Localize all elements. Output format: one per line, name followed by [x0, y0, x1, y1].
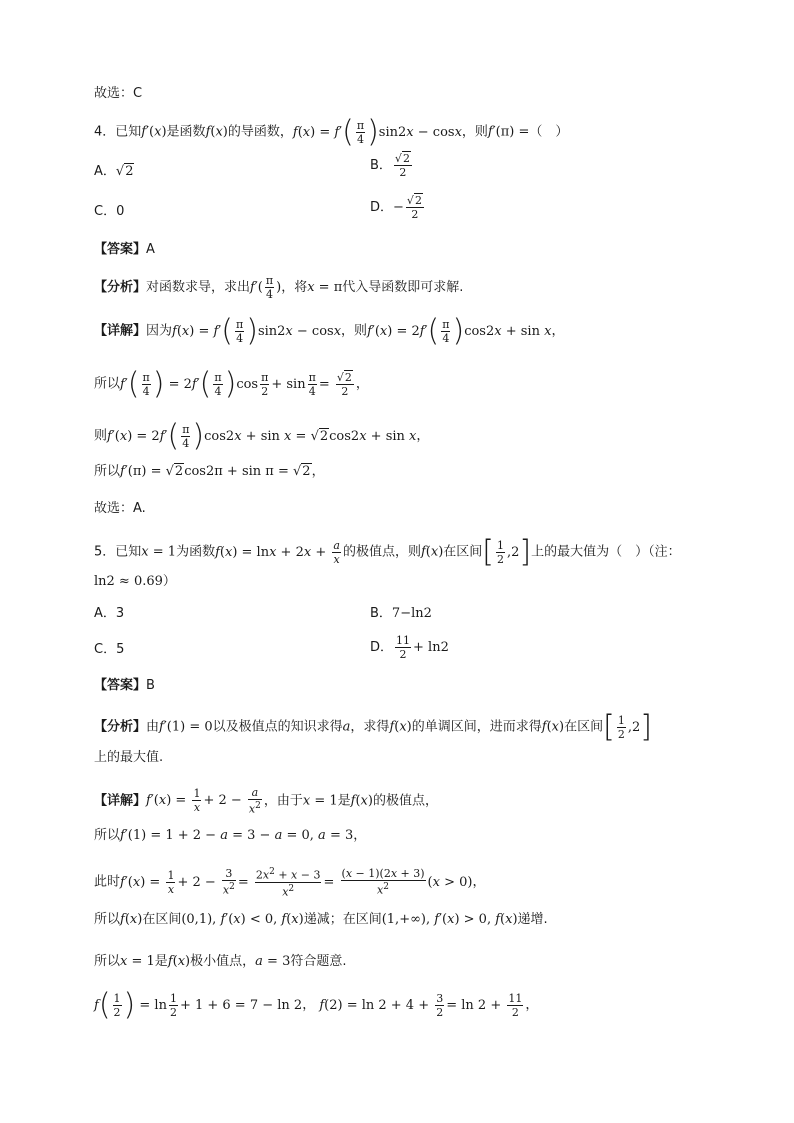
q5-option-a[interactable]: A．3 [94, 606, 125, 621]
q5-option-c[interactable]: C．5 [94, 642, 125, 657]
q4-detail-2: 所以f′( $\frac{\pi}{4}$ ) = 2f′( $\frac{\pi}{4}$ )cos $\frac{\pi}{2}$ + sin $\frac{\pi}{4}$ = $\frac{√2}{2}$ ， [94, 366, 369, 401]
previous-answer: 故选：C [94, 86, 143, 101]
q5-detail-6: f( $\frac{1}{2}$ ) = ln $\frac{1}{2}$ + 1 + 6 = 7 − ln 2， f(2) = ln 2 + 4 + $\frac{3}{2}$ = ln 2 + $\frac{11}{2}$ ， [94, 987, 539, 1022]
q5-detail-5: 所以x = 1是f(x)极小值点，a = 3符合题意. [94, 954, 347, 969]
q5-detail-2: 所以f′(1) = 1 + 2 − a = 3 − a = 0, a = 3， [94, 828, 367, 843]
q5-analysis-2: 上的最大值. [94, 750, 164, 765]
q5-detail-4: 所以f(x)在区间(0,1), f′(x) < 0, f(x)递减；在区间(1,+∞), f′(x) > 0, f(x)递增. [94, 912, 548, 927]
q4-final-answer: 故选：A. [94, 501, 146, 516]
q5-analysis: 【分析】由f′(1) = 0以及极值点的知识求得a，求得f(x)的单调区间，进而求得f(x)在区间[ $\frac{1}{2}$ ,2] [94, 709, 652, 744]
q4-detail-3: 则f′(x) = 2f′( $\frac{\pi}{4}$ )cos2x + sin x = √2cos2x + sin x， [94, 418, 430, 453]
q4-option-d[interactable]: D．− $\frac{√2}{2}$ [370, 194, 422, 221]
q4-option-b[interactable]: B． $\frac{√2}{2}$ [370, 152, 410, 179]
q4-stem: 4．已知f′(x)是函数f(x)的导函数，f(x) = f′( $\frac{\pi}{4}$ )sin2x − cosx，则f′(π) =（ ） [94, 114, 569, 149]
q5-answer: 【答案】B [94, 678, 155, 693]
q4-detail-4: 所以f′(π) = √2cos2π + sin π = √2， [94, 464, 325, 479]
q4-option-a[interactable]: A．√2 [94, 164, 134, 179]
q5-detail-1: 【详解】f′(x) = $\frac{1}{x}$ + 2 − $\frac{a}{x^2}$ ，由于x = 1是f(x)的极值点， [94, 786, 438, 816]
q5-stem: 5．已知x = 1为函数f(x) = lnx + 2x + $\frac{a}{x}$ 的极值点，则f(x)在区间[ $\frac{1}{2}$ ,2]上的最大值为（ ）（注： [94, 534, 681, 569]
q5-option-b[interactable]: B．7−ln2 [370, 606, 432, 621]
q5-stem-note: ln2 ≈ 0.69） [94, 574, 176, 589]
q4-option-c[interactable]: C．0 [94, 204, 125, 219]
q5-detail-3: 此时f′(x) = $\frac{1}{x}$ + 2 − $\frac{3}{x^2}$ = $\frac{2x^2 + x - 3}{x^2}$ = $\frac{(x - 1)(2x + 3)}{x^2}$ (x > 0)， [94, 867, 486, 899]
q5-option-d[interactable]: D． $\frac{11}{2}$ + ln2 [370, 634, 449, 661]
q4-answer: 【答案】A [94, 242, 155, 257]
q4-analysis: 【分析】对函数求导，求出f′( $\frac{\pi}{4}$ )，将x = π代入导函数即可求解. [94, 274, 464, 301]
q4-detail-1: 【详解】因为f(x) = f′( $\frac{\pi}{4}$ )sin2x − cosx，则f′(x) = 2f′( $\frac{\pi}{4}$ )cos2x + sin x， [94, 313, 565, 348]
